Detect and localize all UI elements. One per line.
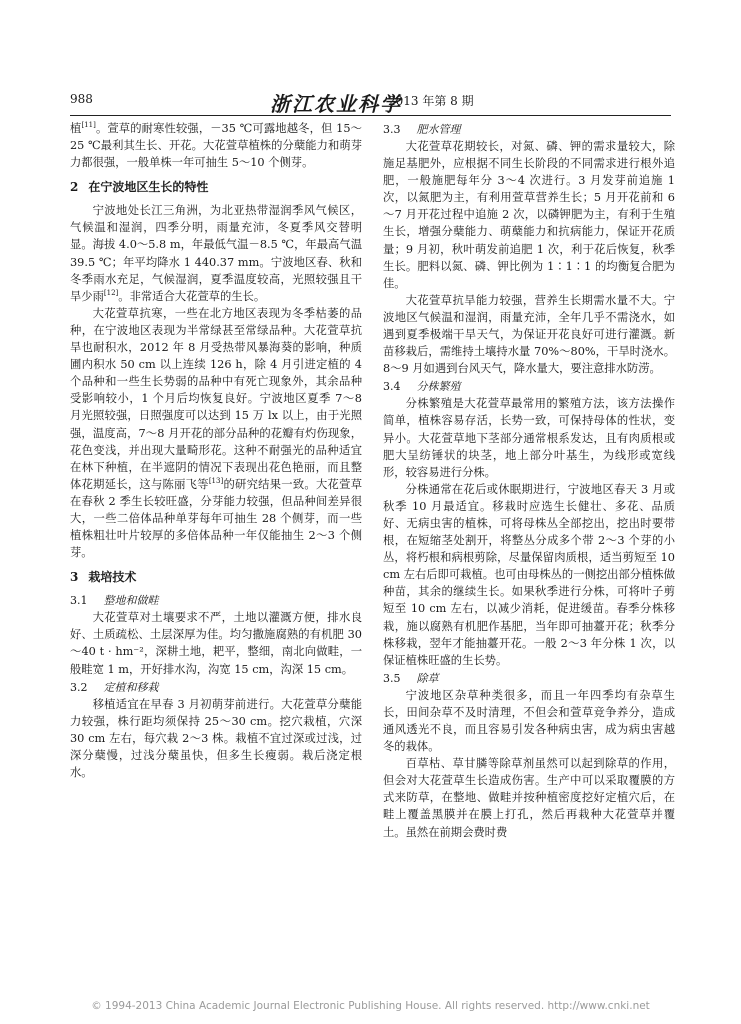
paragraph: 宁波地处长江三角洲，为北亚热带湿润季风气候区，气候温和湿润，四季分明，雨量充沛，冬夏季风交替明显。海拔 4.0～5.8 m，年最低气温－8.5 ℃，年最高气温 39.5 ℃；年平均降水 1 440.37 mm。宁波地区春、秋和冬季雨水充足，气候湿润，夏季温度较高，光照较强且干旱少雨[12]。非常适合大花萱草的生长。	[70, 204, 362, 303]
copyright-footer: © 1994-2013 China Academic Journal Electronic Publishing House. All rights reserved. http://www.cnki.net	[91, 1000, 650, 1012]
issue-label: 2013 年第 8 期	[388, 94, 474, 108]
subsection-heading-3-3: 3.3 肥水管理	[383, 123, 461, 136]
paragraph: 宁波地区杂草种类很多，而且一年四季均有杂草生长，田间杂草不及时清理，不但会和萱草竞争养分，造成通风透光不良，而且容易引发各种病虫害，成为病虫害越冬的栽体。	[383, 688, 675, 754]
paragraph-intro: 植[11]。萱草的耐寒性较强，－35 ℃可露地越冬，但 15～25 ℃最利其生长、开花。大花萱草植株的分蘖能力和萌芽力都很强，一般单株一年可抽生 5～10 个侧芽。	[70, 121, 362, 170]
subsection-heading-3-4: 3.4 分株繁殖	[383, 380, 461, 394]
subsection-heading-3-2: 3.2 定植和移栽	[70, 680, 159, 694]
citation[interactable]: [12]	[103, 288, 119, 297]
paragraph: 移植适宜在早春 3 月初萌芽前进行。大花萱草分蘖能力较强，株行距均须保持 25～30 cm。挖穴栽植，穴深 30 cm 左右，每穴栽 2～3 株。栽植不宜过深或过浅，过深分蘖慢，过浅分蘖虽快，但多生长瘦弱。栽后浇定根水。	[70, 697, 362, 779]
journal-title: 浙江农业科学	[270, 92, 402, 116]
paragraph: 大花萱草花期较长，对氮、磷、钾的需求量较大，除施足基肥外，应根据不同生长阶段的不同需求进行根外追肥，一般施肥每年分 3～4 次进行。3 月发芽前追施 1 次，以氮肥为主，有利用萱草营养生长；5 月开花前和 6～7 月开花过程中追施 2 次，以磷钾肥为主，有利于生殖生长，增强分蘖能力、萌蘖能力和抗病能力，保证开花质量；9 月初，秋叶萌发前追肥 1 次，利于花后恢复，秋季生长。肥料以氮、磷、钾比例为 1∶1∶1 的均衡复合肥为佳。	[383, 140, 675, 290]
paragraph: 大花萱草抗寒，一些在北方地区表现为冬季枯萎的品种，在宁波地区表现为半常绿甚至常绿品种。大花萱草抗旱也耐积水，2012 年 8 月受热带风暴海葵的影响，种质圃内积水 50 cm 以上连续 126 h，除 4 月引进定植的 4 个品种和一些生长势弱的品种中有死亡现象外，其余品种受影响较小，1 个月后均恢复良好。宁波地区夏季 7～8 月光照较强，日照强度可以达到 15 万 lx 以上，由于光照强，温度高，7～8 月开花的部分品种的花瓣有灼伤现象，花色变浅，并出现大量畸形花。这种不耐强光的品种适宜在林下种植，在半遮阴的情况下表现出花色艳丽，而且整体花期延长，这与陈丽飞等[13]的研究结果一致。大花萱草在春秋 2 季生长较旺盛，分芽能力较强，但品种间差异很大，一些二倍体品种单芽每年可抽生 28 个侧芽，而一些植株粗壮叶片较厚的多倍体品种一年仅能抽生 2～3 个侧芽。	[70, 306, 362, 560]
paragraph: 分株通常在花后或休眠期进行，宁波地区春天 3 月或秋季 10 月最适宜。移栽时应选生长健壮、多花、品质好、无病虫害的植株，可将母株丛全部挖出，挖出时要带根，在短缩茎处割开，将整丛分成多个带 2～3 个芽的小丛，将朽根和病根剪除，尽量保留肉质根，适当剪短至 10 cm 左右后即可栽植。也可由母株丛的一侧挖出部分植株做种苗，其余的继续生长。如果秋季进行分株，可将叶子剪短至 10 cm 左右，以减少消耗，促进缓苗。春季分株移栽，施以腐熟有机肥作基肥，当年即可抽薹开花；秋季分株移栽，翌年才能抽薹开花。一般 2～3 年分株 1 次，以保证植株旺盛的生长势。	[383, 482, 675, 667]
paragraph: 大花萱草对土壤要求不严，土地以灌溉方便，排水良好、土质疏松、土层深厚为佳。均匀撒施腐熟的有机肥 30～40 t · hm⁻²，深耕土地，耙平，整细，南北向做畦，一般畦宽 1 m，开好排水沟，沟宽 15 cm，沟深 15 cm。	[70, 611, 362, 676]
page-number: 988	[70, 92, 93, 106]
section-heading-3: 3 栽培技术	[70, 570, 137, 585]
right-column	[383, 120, 675, 968]
paragraph: 百草枯、草甘膦等除草剂虽然可以起到除草的作用，但会对大花萱草生长造成伤害。生产中可以采取覆膜的方式来防草，在整地、做畦并按种植密度挖好定植穴后，在畦上覆盖黑膜并在膜上打孔，然后再栽种大花萱草并覆土。虽然在前期会费时费	[383, 757, 675, 839]
citation[interactable]: [13]	[208, 477, 224, 486]
paragraph: 分株繁殖是大花萱草最常用的繁殖方法，该方法操作简单，植株容易存活，长势一致，可保持母体的性状，变异小。大花萱草地下茎部分通常根系发达，且有肉质根或肥大呈纺锤状的块茎，地上部分叶基生，为线形或宽线形，较容易进行分株。	[383, 397, 675, 479]
left-column	[70, 120, 362, 968]
section-heading-2: 2 在宁波地区生长的特性	[70, 180, 209, 195]
subsection-heading-3-1: 3.1 整地和做畦	[70, 594, 159, 608]
citation[interactable]: [11]	[81, 121, 96, 130]
header-rule	[70, 115, 671, 116]
page-header	[70, 90, 670, 114]
paragraph: 大花萱草抗旱能力较强，营养生长期需水量不大。宁波地区气候温和湿润，雨量充沛，全年几乎不需浇水，如遇到夏季极端干旱天气，为保证开花良好可进行灌溉。新苗移栽后，需维持土壤持水量 70%～80%，干旱时浇水。8～9 月如遇到台风天气，降水量大，要注意排水防涝。	[383, 293, 675, 376]
subsection-heading-3-5: 3.5 除草	[383, 671, 439, 685]
